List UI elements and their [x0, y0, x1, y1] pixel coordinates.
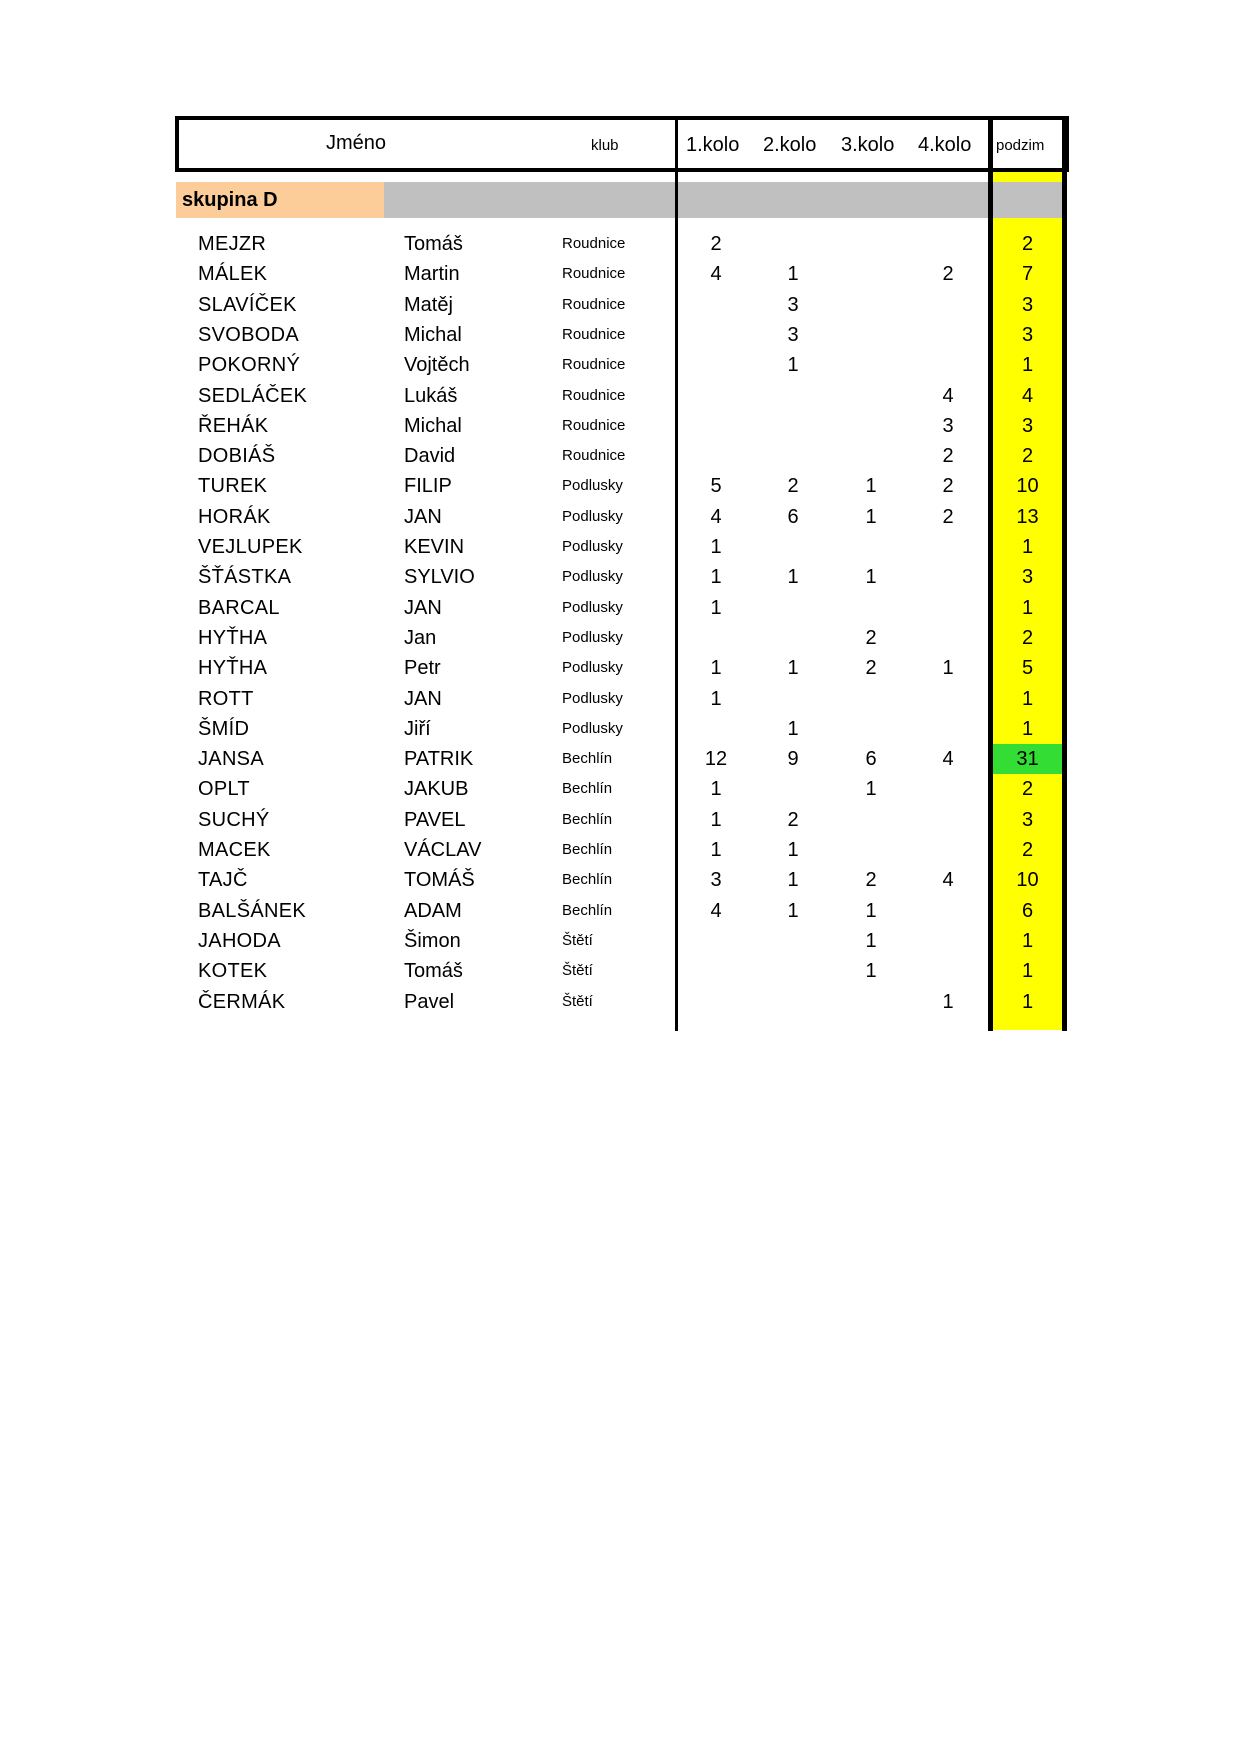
round-2-cell: 1 — [787, 657, 799, 680]
first-name-cell: JAKUB — [404, 778, 469, 801]
header-round-1: 1.kolo — [686, 134, 740, 156]
first-name-cell: Jiří — [404, 717, 431, 740]
total-cell: 3 — [1021, 566, 1034, 589]
header-round-2: 2.kolo — [763, 134, 817, 156]
round-3-cell: 2 — [865, 626, 877, 649]
club-cell: Podlusky — [562, 659, 623, 677]
club-cell: Roudnice — [562, 356, 626, 374]
total-cell: 10 — [1016, 475, 1039, 498]
surname-cell: SLAVÍČEK — [198, 293, 297, 316]
total-cell: 2 — [1021, 233, 1034, 255]
round-1-cell: 1 — [710, 808, 722, 831]
round-2-cell: 1 — [787, 869, 799, 892]
first-name-cell: TOMÁŠ — [404, 869, 475, 892]
surname-cell: OPLT — [198, 778, 250, 801]
club-cell: Štětí — [562, 962, 593, 980]
total-cell: 7 — [1021, 263, 1034, 286]
surname-cell: ŠMÍD — [198, 717, 250, 740]
surname-cell: SVOBODA — [198, 323, 300, 346]
round-2-cell: 3 — [787, 293, 799, 316]
total-cell: 1 — [1021, 536, 1034, 558]
club-cell: Podlusky — [562, 719, 623, 737]
round-1-cell: 1 — [710, 566, 722, 589]
table-row — [0, 987, 1240, 1017]
total-cell: 13 — [1016, 505, 1039, 528]
club-cell: Roudnice — [562, 325, 626, 343]
club-cell: Štětí — [562, 931, 593, 949]
surname-cell: BALŠÁNEK — [198, 899, 307, 922]
total-cell: 2 — [1021, 445, 1034, 468]
round-4-cell: 2 — [942, 475, 954, 498]
total-cell: 1 — [1021, 717, 1034, 740]
table-row — [0, 744, 1240, 774]
total-cell: 2 — [1021, 778, 1034, 801]
round-4-cell: 1 — [942, 657, 954, 680]
round-3-cell: 1 — [865, 505, 877, 528]
round-2-cell: 2 — [787, 475, 799, 498]
first-name-cell: Michal — [404, 323, 462, 346]
round-1-cell: 12 — [704, 748, 728, 771]
round-1-cell: 4 — [710, 899, 722, 922]
first-name-cell: Pavel — [404, 990, 455, 1013]
club-cell: Podlusky — [562, 538, 623, 555]
round-4-cell: 4 — [942, 384, 954, 407]
surname-cell: KOTEK — [198, 960, 268, 983]
total-cell: 2 — [1021, 626, 1034, 649]
first-name-cell: ADAM — [404, 899, 462, 922]
total-cell: 1 — [1021, 929, 1034, 952]
club-cell: Bechlín — [562, 780, 613, 798]
round-1-cell: 1 — [710, 536, 722, 558]
table-row — [0, 290, 1240, 320]
club-cell: Štětí — [562, 992, 593, 1010]
table-row — [0, 684, 1240, 714]
round-2-cell: 9 — [787, 748, 799, 771]
table-row — [0, 714, 1240, 744]
round-1-cell: 1 — [710, 778, 722, 801]
first-name-cell: Tomáš — [404, 233, 463, 255]
surname-cell: VEJLUPEK — [198, 536, 303, 558]
club-cell: Bechlín — [562, 901, 613, 919]
table-row — [0, 926, 1240, 956]
table-row — [0, 259, 1240, 289]
club-cell: Podlusky — [562, 568, 623, 586]
header-round-3: 3.kolo — [841, 134, 895, 156]
surname-cell: JANSA — [198, 748, 264, 771]
table-row — [0, 774, 1240, 804]
table-row — [0, 896, 1240, 926]
surname-cell: ROTT — [198, 687, 254, 710]
surname-cell: ŘEHÁK — [198, 414, 269, 437]
round-4-cell: 3 — [942, 414, 954, 437]
round-3-cell: 1 — [865, 929, 877, 952]
surname-cell: ŠŤÁSTKA — [198, 566, 292, 589]
first-name-cell: JAN — [404, 596, 442, 619]
surname-cell: HYŤHA — [198, 657, 268, 680]
round-4-cell: 2 — [942, 445, 954, 468]
table-row — [0, 411, 1240, 441]
round-3-cell: 2 — [865, 869, 877, 892]
surname-cell: HORÁK — [198, 505, 271, 528]
header-club: klub — [591, 137, 619, 154]
club-cell: Roudnice — [562, 295, 626, 313]
first-name-cell: VÁCLAV — [404, 839, 482, 861]
round-3-cell: 6 — [865, 748, 877, 771]
club-cell: Bechlín — [562, 810, 613, 828]
table-row — [0, 471, 1240, 501]
club-cell: Roudnice — [562, 447, 626, 465]
club-cell: Roudnice — [562, 416, 626, 434]
table-row — [0, 350, 1240, 380]
round-4-cell: 2 — [942, 263, 954, 286]
first-name-cell: Martin — [404, 263, 460, 286]
first-name-cell: JAN — [404, 505, 442, 528]
round-2-cell: 6 — [787, 505, 799, 528]
surname-cell: MEJZR — [198, 233, 267, 255]
table-row — [0, 653, 1240, 683]
first-name-cell: KEVIN — [404, 536, 465, 558]
group-bar-total-fill — [993, 182, 1062, 218]
first-name-cell: JAN — [404, 687, 442, 710]
table-row — [0, 835, 1240, 865]
table-row — [0, 441, 1240, 471]
round-1-cell: 2 — [710, 233, 722, 255]
round-2-cell: 1 — [787, 717, 799, 740]
round-1-cell: 4 — [710, 263, 722, 286]
total-cell: 5 — [1021, 657, 1034, 680]
surname-cell: JAHODA — [198, 929, 281, 952]
round-4-cell: 4 — [942, 748, 954, 771]
first-name-cell: Tomáš — [404, 960, 463, 983]
table-row — [0, 593, 1240, 623]
round-1-cell: 1 — [710, 839, 722, 861]
first-name-cell: FILIP — [404, 475, 452, 498]
club-cell: Podlusky — [562, 477, 623, 495]
club-cell: Bechlín — [562, 750, 613, 768]
table-row — [0, 502, 1240, 532]
first-name-cell: Matěj — [404, 293, 453, 316]
first-name-cell: Petr — [404, 657, 441, 680]
club-cell: Podlusky — [562, 689, 623, 707]
first-name-cell: Lukáš — [404, 384, 458, 407]
round-3-cell: 1 — [865, 566, 877, 589]
surname-cell: HYŤHA — [198, 626, 268, 649]
total-cell: 1 — [1021, 687, 1034, 710]
club-cell: Podlusky — [562, 598, 623, 616]
surname-cell: TUREK — [198, 475, 268, 498]
total-cell: 10 — [1016, 869, 1039, 892]
total-cell: 3 — [1021, 293, 1034, 316]
round-4-cell: 1 — [942, 990, 954, 1013]
surname-cell: MACEK — [198, 839, 271, 861]
round-2-cell: 3 — [787, 323, 799, 346]
round-1-cell: 1 — [710, 687, 722, 710]
round-2-cell: 2 — [787, 808, 799, 831]
header-total: podzim — [996, 137, 1045, 154]
club-cell: Roudnice — [562, 386, 626, 404]
surname-cell: POKORNÝ — [198, 354, 301, 377]
round-2-cell: 1 — [787, 263, 799, 286]
round-3-cell: 1 — [865, 960, 877, 983]
surname-cell: SEDLÁČEK — [198, 384, 308, 407]
total-cell: 3 — [1021, 414, 1034, 437]
surname-cell: TAJČ — [198, 869, 248, 892]
first-name-cell: PATRIK — [404, 748, 474, 771]
round-4-cell: 2 — [942, 505, 954, 528]
total-cell: 1 — [1021, 354, 1034, 377]
round-1-cell: 3 — [710, 869, 722, 892]
first-name-cell: David — [404, 445, 456, 468]
round-3-cell: 1 — [865, 778, 877, 801]
round-3-cell: 1 — [865, 899, 877, 922]
round-2-cell: 1 — [787, 839, 799, 861]
header-round-4: 4.kolo — [918, 134, 972, 156]
first-name-cell: Michal — [404, 414, 462, 437]
surname-cell: ČERMÁK — [198, 990, 286, 1013]
round-3-cell: 2 — [865, 657, 877, 680]
table-row — [0, 865, 1240, 895]
group-bar-fill — [384, 182, 988, 218]
surname-cell: SUCHÝ — [198, 808, 270, 831]
header-name: Jméno — [326, 132, 387, 154]
round-2-cell: 1 — [787, 899, 799, 922]
total-cell: 3 — [1021, 808, 1034, 831]
total-cell: 6 — [1021, 899, 1034, 922]
table-row — [0, 956, 1240, 986]
surname-cell: BARCAL — [198, 596, 280, 619]
table-row — [0, 562, 1240, 592]
table-row — [0, 381, 1240, 411]
surname-cell: MÁLEK — [198, 263, 268, 286]
table-row — [0, 532, 1240, 562]
round-1-cell: 1 — [710, 657, 722, 680]
table-row — [0, 623, 1240, 653]
club-cell: Bechlín — [562, 841, 613, 858]
club-cell: Roudnice — [562, 265, 626, 283]
total-cell: 1 — [1021, 596, 1034, 619]
total-cell: 4 — [1021, 384, 1034, 407]
round-2-cell: 1 — [787, 354, 799, 377]
round-2-cell: 1 — [787, 566, 799, 589]
club-cell: Podlusky — [562, 628, 623, 646]
first-name-cell: SYLVIO — [404, 566, 475, 589]
table-row — [0, 229, 1240, 259]
first-name-cell: Jan — [404, 626, 437, 649]
total-cell: 31 — [993, 744, 1062, 774]
surname-cell: DOBIÁŠ — [198, 445, 276, 468]
club-cell: Roudnice — [562, 235, 626, 252]
first-name-cell: PAVEL — [404, 808, 466, 831]
first-name-cell: Vojtěch — [404, 354, 470, 377]
club-cell: Podlusky — [562, 507, 623, 525]
round-4-cell: 4 — [942, 869, 954, 892]
total-cell: 1 — [1021, 960, 1034, 983]
round-1-cell: 1 — [710, 596, 722, 619]
total-cell: 3 — [1021, 323, 1034, 346]
total-cell: 2 — [1021, 839, 1034, 861]
club-cell: Bechlín — [562, 871, 613, 889]
round-1-cell: 4 — [710, 505, 722, 528]
table-row — [0, 320, 1240, 350]
first-name-cell: Šimon — [404, 929, 461, 952]
table-row — [0, 805, 1240, 835]
group-label: skupina D — [182, 189, 278, 211]
round-3-cell: 1 — [865, 475, 877, 498]
round-1-cell: 5 — [710, 475, 722, 498]
total-cell: 1 — [1021, 990, 1034, 1013]
